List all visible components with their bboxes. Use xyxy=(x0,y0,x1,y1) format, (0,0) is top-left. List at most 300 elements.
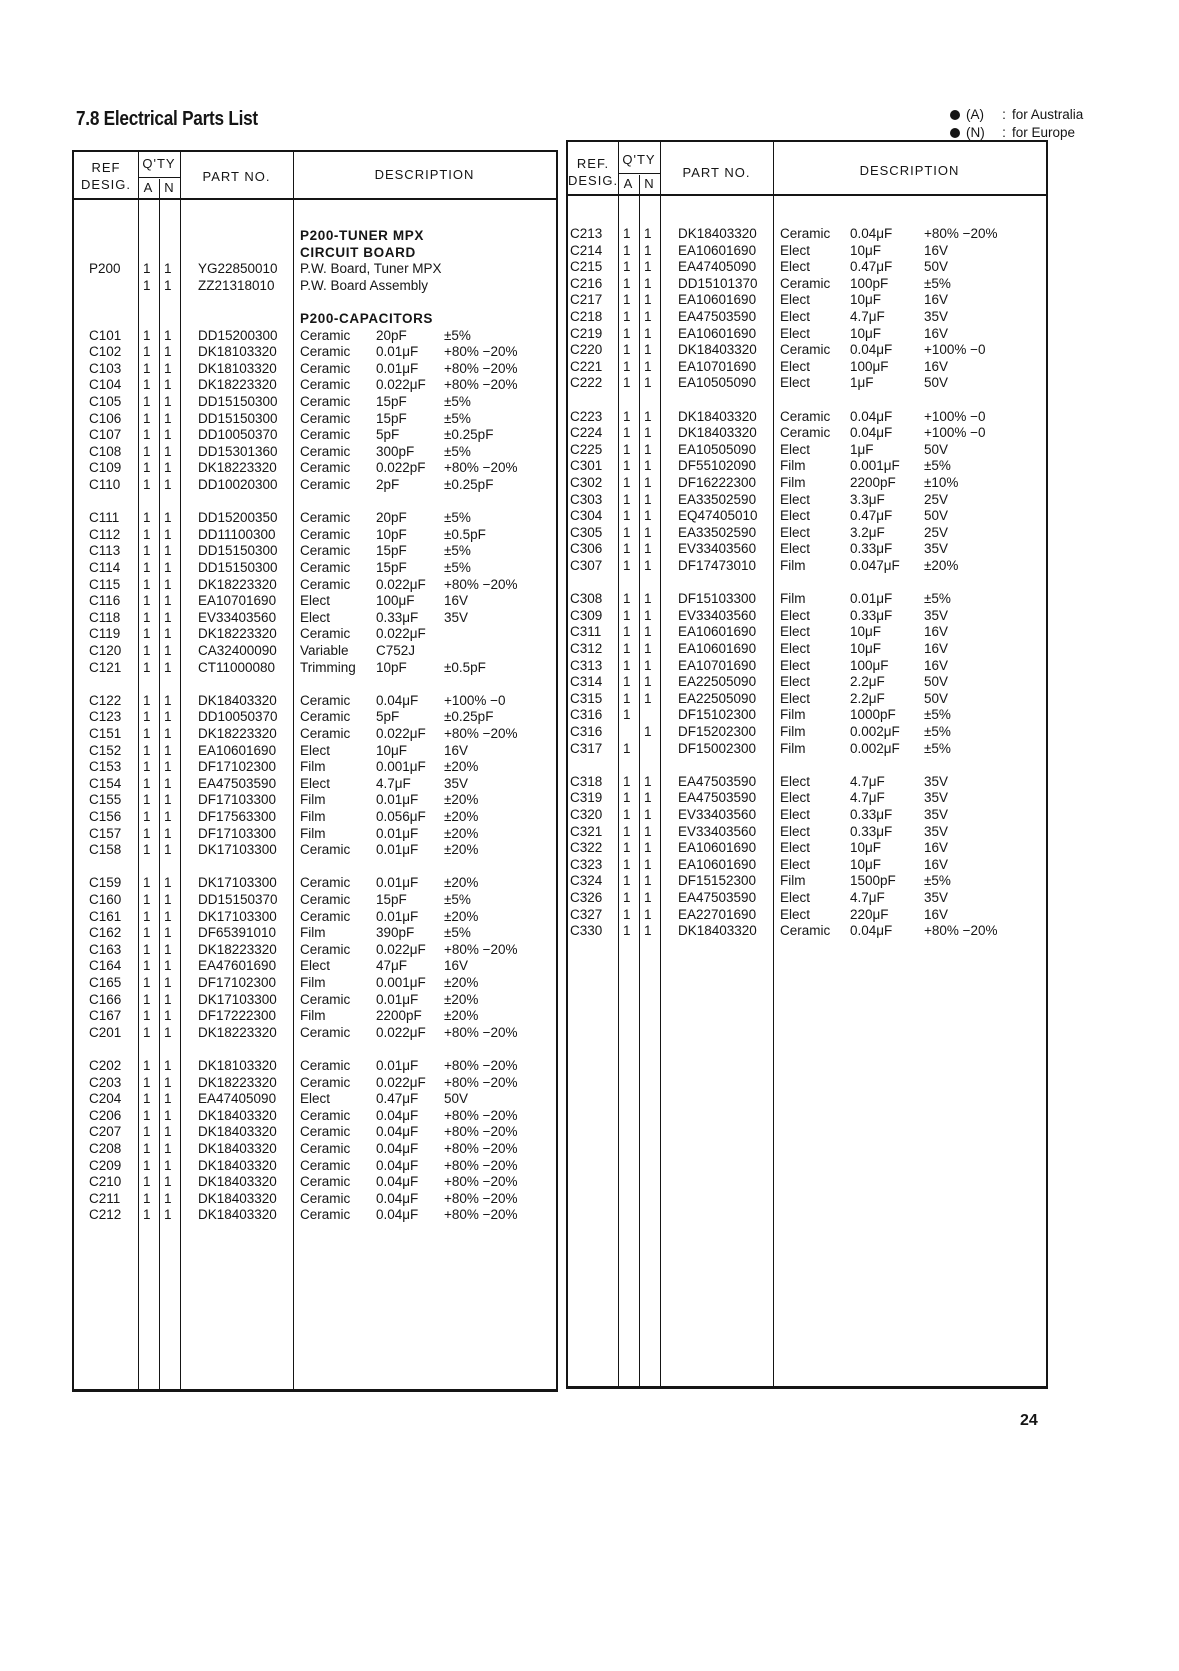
table-row xyxy=(74,692,556,709)
value-cell: 20pF xyxy=(376,327,407,343)
page-title: 7.8 Electrical Parts List xyxy=(76,108,258,130)
value-cell: 10μF xyxy=(850,242,882,258)
rating-cell: ±20% xyxy=(444,759,479,775)
rating-cell: ±0.25pF xyxy=(444,709,494,725)
qty-n-cell: 1 xyxy=(164,460,172,476)
type-cell: Ceramic xyxy=(300,1157,351,1173)
qty-a-cell: 1 xyxy=(623,408,631,424)
qty-n-cell: 1 xyxy=(164,809,172,824)
rating-cell: 16V xyxy=(924,325,949,341)
qty-a-cell: 1 xyxy=(143,759,151,775)
qty-a-header: A xyxy=(623,176,634,191)
qty-a-cell: 1 xyxy=(143,941,151,957)
value-cell: 47μF xyxy=(376,958,408,974)
ref-desig-cell: C163 xyxy=(89,941,122,957)
qty-a-cell: 1 xyxy=(623,790,631,806)
type-cell: Ceramic xyxy=(300,709,351,725)
qty-n-cell: 1 xyxy=(644,807,652,822)
qty-n-cell: 1 xyxy=(164,327,172,343)
ref-desig-cell: C158 xyxy=(89,842,122,858)
ref-desig-header: REF. DESIG. xyxy=(568,156,619,188)
value-cell: 2200pF xyxy=(376,1008,422,1024)
rating-cell: ±0.5pF xyxy=(444,526,486,542)
qty-n-cell: 1 xyxy=(644,890,652,905)
table-row xyxy=(568,424,1046,441)
value-cell: 0.04μF xyxy=(850,923,893,939)
rating-cell: +80% −20% xyxy=(444,1174,518,1190)
table-row xyxy=(74,343,556,360)
qty-a-cell: 1 xyxy=(623,275,631,291)
table-row xyxy=(74,426,556,443)
parts-table-right xyxy=(566,140,1048,1389)
part-no-cell: EA47405090 xyxy=(678,259,757,275)
ref-desig-cell: C208 xyxy=(89,1141,122,1156)
table-row xyxy=(568,491,1046,508)
type-cell: Ceramic xyxy=(300,344,351,360)
rating-cell: ±5% xyxy=(924,873,951,889)
value-cell: 15pF xyxy=(376,410,407,426)
ref-desig-cell: C302 xyxy=(570,475,603,490)
legend-item: (N) : for Europe xyxy=(950,124,1083,142)
table-row xyxy=(74,1190,556,1207)
qty-a-cell: 1 xyxy=(623,740,631,756)
type-cell: Film xyxy=(780,591,806,607)
type-cell: Ceramic xyxy=(300,560,351,575)
qty-a-cell: 1 xyxy=(623,856,631,872)
part-no-cell: DF17473010 xyxy=(678,558,757,573)
type-cell: Film xyxy=(780,740,806,756)
value-cell: 0.33μF xyxy=(850,607,893,623)
table-row xyxy=(568,657,1046,674)
part-no-cell: EA47503590 xyxy=(678,309,757,324)
qty-n-cell: 1 xyxy=(164,1124,172,1140)
part-no-cell: EA10505090 xyxy=(678,441,757,457)
ref-desig-cell: C225 xyxy=(570,441,603,457)
rating-cell: +80% −20% xyxy=(444,1190,518,1206)
rating-cell: ±20% xyxy=(444,1008,479,1024)
ref-desig-cell: C224 xyxy=(570,425,603,441)
ref-desig-cell: C206 xyxy=(89,1107,122,1123)
value-cell: C752J xyxy=(376,643,416,658)
table-row xyxy=(74,874,556,891)
qty-a-cell: 1 xyxy=(143,925,151,941)
rating-cell: ±5% xyxy=(444,510,471,526)
qty-n-cell: 1 xyxy=(644,275,652,291)
ref-desig-cell: C122 xyxy=(89,692,122,708)
rating-cell: +100% −0 xyxy=(924,425,986,441)
rating-cell: 35V xyxy=(924,309,949,324)
value-cell: 0.002μF xyxy=(850,740,900,756)
rating-cell: +80% −20% xyxy=(444,460,518,476)
ref-desig-cell: C312 xyxy=(570,641,603,656)
table-row xyxy=(74,1074,556,1091)
value-cell: 1500pF xyxy=(850,873,896,889)
rating-cell: 16V xyxy=(924,358,949,374)
qty-n-cell: 1 xyxy=(164,643,172,658)
qty-n-cell: 1 xyxy=(644,624,652,640)
value-cell: 0.022pF xyxy=(376,460,426,476)
ref-desig-cell: C115 xyxy=(89,576,121,592)
rating-cell: ±5% xyxy=(924,458,951,474)
table-row xyxy=(568,839,1046,856)
part-no-cell: DF17103300 xyxy=(198,825,277,841)
ref-desig-cell: C153 xyxy=(89,759,122,775)
rating-cell: 35V xyxy=(924,807,949,822)
type-cell: Ceramic xyxy=(300,377,351,393)
type-cell: Ceramic xyxy=(300,1124,351,1140)
type-cell: Film xyxy=(780,458,806,474)
qty-a-cell: 1 xyxy=(143,1174,151,1190)
table-row xyxy=(568,325,1046,342)
rating-cell: ±5% xyxy=(924,275,951,291)
qty-a-cell: 1 xyxy=(623,807,631,822)
rating-cell: 16V xyxy=(444,593,469,609)
value-cell: 3.2μF xyxy=(850,524,885,540)
type-cell: Film xyxy=(780,475,806,490)
ref-desig-cell: C111 xyxy=(89,510,120,526)
table-row xyxy=(568,225,1046,242)
rating-cell: +80% −20% xyxy=(444,1157,518,1173)
ref-desig-cell: C103 xyxy=(89,360,122,376)
type-cell: Film xyxy=(300,825,326,841)
ref-desig-cell: C101 xyxy=(89,327,122,343)
rating-cell: 16V xyxy=(924,856,949,872)
rating-cell: +100% −0 xyxy=(924,342,986,358)
part-no-cell: DK18403320 xyxy=(678,425,757,441)
qty-n-cell: 1 xyxy=(644,358,652,374)
type-cell: Ceramic xyxy=(300,1207,351,1223)
type-cell: Ceramic xyxy=(300,576,351,592)
qty-a-cell: 1 xyxy=(143,892,151,907)
ref-desig-cell: C119 xyxy=(89,626,121,642)
ref-desig-cell: C114 xyxy=(89,560,121,575)
ref-desig-cell: C212 xyxy=(89,1207,122,1223)
type-cell: Elect xyxy=(780,292,811,308)
rating-cell: 16V xyxy=(924,840,949,856)
value-cell: 0.04μF xyxy=(376,1107,419,1123)
ref-desig-cell: C211 xyxy=(89,1190,121,1206)
type-cell: Trimming xyxy=(300,659,356,675)
qty-a-cell: 1 xyxy=(623,425,631,441)
value-cell: 10μF xyxy=(850,325,882,341)
value-cell: 10μF xyxy=(376,742,408,758)
type-cell: Ceramic xyxy=(300,510,351,526)
value-cell: 0.01μF xyxy=(376,908,419,924)
part-no-cell: EA10701690 xyxy=(678,657,757,673)
value-cell: 0.04μF xyxy=(850,425,893,441)
ref-desig-cell: C113 xyxy=(89,543,121,559)
qty-n-cell: 1 xyxy=(644,840,652,856)
value-cell: 0.047μF xyxy=(850,558,900,573)
table-row xyxy=(568,275,1046,292)
type-cell: Ceramic xyxy=(780,408,831,424)
part-no-cell: DD15301360 xyxy=(198,443,278,459)
rating-cell: +80% −20% xyxy=(444,726,518,741)
table-row xyxy=(74,576,556,593)
part-no-cell: DD15200350 xyxy=(198,510,278,526)
value-cell: 4.7μF xyxy=(850,309,885,324)
table-row xyxy=(74,509,556,526)
qty-a-cell: 1 xyxy=(143,277,151,293)
value-cell: 0.01μF xyxy=(376,344,419,360)
part-no-cell: DK18403320 xyxy=(198,1157,277,1173)
type-cell: Film xyxy=(780,724,806,739)
type-cell: Ceramic xyxy=(300,908,351,924)
ref-desig-cell: C155 xyxy=(89,792,122,808)
ref-desig-cell: C105 xyxy=(89,394,122,409)
table-row xyxy=(74,708,556,725)
value-cell: 0.33μF xyxy=(376,609,419,625)
qty-a-cell: 1 xyxy=(143,427,151,443)
qty-a-cell: 1 xyxy=(143,742,151,758)
table-row xyxy=(568,906,1046,923)
part-no-cell: DK18103320 xyxy=(198,1058,277,1073)
part-no-cell: DD15101370 xyxy=(678,275,758,291)
rating-cell: 35V xyxy=(924,790,949,806)
qty-n-cell: 1 xyxy=(164,477,172,492)
table-row xyxy=(568,673,1046,690)
legend-code: (A) xyxy=(966,107,984,122)
type-cell: Film xyxy=(300,925,326,941)
ref-desig-cell: P200 xyxy=(89,261,121,277)
part-no-cell: EA10601690 xyxy=(678,292,757,308)
type-cell: Elect xyxy=(780,690,811,706)
value-cell: 0.022μF xyxy=(376,626,426,642)
type-cell: Elect xyxy=(300,742,331,758)
type-cell: Elect xyxy=(780,890,811,905)
type-cell: Film xyxy=(300,809,326,824)
type-cell: Ceramic xyxy=(300,991,351,1007)
table-row xyxy=(568,507,1046,524)
part-no-cell: DK17103300 xyxy=(198,908,277,924)
qty-n-cell: 1 xyxy=(164,875,172,891)
value-cell: 0.056μF xyxy=(376,809,426,824)
qty-n-cell: 1 xyxy=(164,709,172,725)
type-cell: Variable xyxy=(300,643,349,658)
part-no-cell: DF17563300 xyxy=(198,809,277,824)
qty-n-cell: 1 xyxy=(164,593,172,609)
qty-n-cell: 1 xyxy=(164,1141,172,1156)
ref-desig-cell: C316 xyxy=(570,707,603,723)
part-no-cell: EV33403560 xyxy=(678,823,757,839)
rating-cell: +100% −0 xyxy=(444,692,506,708)
table-row xyxy=(74,526,556,543)
value-cell: 0.022μF xyxy=(376,576,426,592)
qty-a-cell: 1 xyxy=(143,1190,151,1206)
part-no-cell: EV33403560 xyxy=(198,609,277,625)
ref-desig-cell: C308 xyxy=(570,591,603,607)
part-no-cell: DK18223320 xyxy=(198,576,277,592)
table-row xyxy=(568,922,1046,939)
part-no-cell: EA47503590 xyxy=(678,773,757,789)
type-cell: Elect xyxy=(780,375,811,391)
part-no-cell: EA47405090 xyxy=(198,1091,277,1107)
table-row xyxy=(568,823,1046,840)
value-cell: 100μF xyxy=(376,593,415,609)
type-cell: Ceramic xyxy=(300,526,351,542)
qty-a-cell: 1 xyxy=(623,890,631,905)
rating-cell: 35V xyxy=(924,607,949,623)
rating-cell: 50V xyxy=(924,690,949,706)
table-row xyxy=(568,341,1046,358)
qty-a-cell: 1 xyxy=(143,460,151,476)
value-cell: 2pF xyxy=(376,477,400,492)
rating-cell: 50V xyxy=(444,1091,469,1107)
qty-a-cell: 1 xyxy=(143,443,151,459)
part-no-cell: DK18403320 xyxy=(198,1207,277,1223)
qty-n-cell: 1 xyxy=(164,510,172,526)
part-no-cell: DK18403320 xyxy=(678,226,757,241)
qty-a-cell: 1 xyxy=(143,1008,151,1024)
rating-cell: ±20% xyxy=(444,975,479,990)
qty-a-cell: 1 xyxy=(143,327,151,343)
qty-n-cell: 1 xyxy=(164,726,172,741)
ref-desig-cell: C320 xyxy=(570,807,603,822)
part-no-cell: DK18223320 xyxy=(198,1074,277,1090)
part-no-cell: DD15150370 xyxy=(198,892,278,907)
table-row xyxy=(74,974,556,991)
type-cell: Ceramic xyxy=(780,275,831,291)
ref-desig-cell: C151 xyxy=(89,726,122,741)
ref-desig-cell: C326 xyxy=(570,890,603,905)
ref-desig-cell: C161 xyxy=(89,908,122,924)
ref-desig-cell: C123 xyxy=(89,709,122,725)
type-cell: Elect xyxy=(780,840,811,856)
qty-n-cell: 1 xyxy=(644,242,652,258)
table-row xyxy=(74,376,556,393)
qty-n-cell: 1 xyxy=(644,906,652,922)
type-cell: Film xyxy=(780,707,806,723)
part-no-cell: DF15002300 xyxy=(678,740,757,756)
table-row xyxy=(568,623,1046,640)
legend-item: (A) : for Australia xyxy=(950,106,1083,124)
qty-n-cell: 1 xyxy=(164,344,172,360)
ref-desig-cell: C167 xyxy=(89,1008,122,1024)
table-row xyxy=(74,277,556,294)
value-cell: 0.022μF xyxy=(376,1074,426,1090)
qty-n-cell: 1 xyxy=(164,1008,172,1024)
part-no-cell: DF17102300 xyxy=(198,975,277,990)
part-no-cell: DK18223320 xyxy=(198,726,277,741)
value-cell: 0.04μF xyxy=(376,1174,419,1190)
value-cell: 0.04μF xyxy=(376,1124,419,1140)
table-row xyxy=(74,908,556,925)
part-no-cell: EA47503590 xyxy=(678,890,757,905)
rating-cell: +80% −20% xyxy=(444,377,518,393)
ref-desig-cell: C313 xyxy=(570,657,603,673)
part-no-cell: DK18403320 xyxy=(678,408,757,424)
part-no-cell: DD10020300 xyxy=(198,477,278,492)
ref-desig-cell: C108 xyxy=(89,443,122,459)
qty-a-cell: 1 xyxy=(623,475,631,490)
table-row xyxy=(74,991,556,1008)
table-row xyxy=(74,659,556,676)
ref-desig-cell: C301 xyxy=(570,458,603,474)
qty-n-cell: 1 xyxy=(164,427,172,443)
rating-cell: +80% −20% xyxy=(444,344,518,360)
table-row xyxy=(74,1173,556,1190)
qty-a-cell: 1 xyxy=(143,809,151,824)
rating-cell: 25V xyxy=(924,491,949,507)
part-no-cell: DK18223320 xyxy=(198,941,277,957)
ref-desig-cell: C164 xyxy=(89,958,122,974)
type-cell: Elect xyxy=(780,906,811,922)
qty-n-cell: 1 xyxy=(164,1207,172,1223)
ref-desig-cell: C219 xyxy=(570,325,603,341)
qty-a-cell: 1 xyxy=(623,823,631,839)
table-row xyxy=(568,789,1046,806)
qty-a-cell: 1 xyxy=(143,659,151,675)
table-row xyxy=(74,1157,556,1174)
table-row xyxy=(74,559,556,576)
ref-desig-cell: C327 xyxy=(570,906,603,922)
rating-cell: 16V xyxy=(924,292,949,308)
type-cell: Elect xyxy=(780,441,811,457)
part-no-cell: EA10601690 xyxy=(198,742,277,758)
value-cell: 0.47μF xyxy=(850,508,893,524)
part-no-cell: DF15152300 xyxy=(678,873,757,889)
qty-n-cell: 1 xyxy=(644,226,652,241)
table-row xyxy=(74,1024,556,1041)
type-cell: Ceramic xyxy=(300,443,351,459)
qty-header: Q'TY xyxy=(142,156,176,171)
value-cell: 10μF xyxy=(850,856,882,872)
qty-a-cell: 1 xyxy=(623,707,631,723)
value-cell: 0.001μF xyxy=(850,458,900,474)
qty-a-cell: 1 xyxy=(623,375,631,391)
ref-desig-cell: C307 xyxy=(570,558,603,573)
rating-cell: ±20% xyxy=(444,809,479,824)
ref-desig-cell: C162 xyxy=(89,925,122,941)
qty-a-cell: 1 xyxy=(623,624,631,640)
type-cell: Elect xyxy=(780,242,811,258)
rating-cell: ±5% xyxy=(444,327,471,343)
qty-a-cell: 1 xyxy=(143,1207,151,1223)
qty-n-cell: 1 xyxy=(644,309,652,324)
bullet-icon xyxy=(950,128,960,138)
qty-n-cell: 1 xyxy=(164,958,172,974)
type-cell: Film xyxy=(300,975,326,990)
part-no-cell: DD10050370 xyxy=(198,709,278,725)
qty-n-cell: 1 xyxy=(644,475,652,490)
qty-n-cell: 1 xyxy=(164,377,172,393)
table-row xyxy=(74,791,556,808)
ref-desig-cell: C304 xyxy=(570,508,603,524)
qty-n-cell: 1 xyxy=(644,458,652,474)
part-no-header: PART NO. xyxy=(202,169,271,184)
qty-a-cell: 1 xyxy=(623,690,631,706)
rating-cell: 35V xyxy=(924,773,949,789)
table-row xyxy=(74,1107,556,1124)
section-heading: P200-TUNER MPX xyxy=(300,228,424,243)
table-row xyxy=(74,459,556,476)
type-cell: Ceramic xyxy=(300,394,351,409)
type-cell: Elect xyxy=(780,607,811,623)
type-cell: Ceramic xyxy=(300,1190,351,1206)
qty-a-cell: 1 xyxy=(623,441,631,457)
ref-desig-cell: C116 xyxy=(89,593,121,609)
qty-n-cell: 1 xyxy=(164,1074,172,1090)
rating-cell: ±0.5pF xyxy=(444,659,486,675)
qty-n-cell: 1 xyxy=(164,1107,172,1123)
table-row xyxy=(74,957,556,974)
table-row xyxy=(568,242,1046,259)
value-cell: 15pF xyxy=(376,394,407,409)
part-no-cell: DK18403320 xyxy=(198,1190,277,1206)
part-no-header: PART NO. xyxy=(682,165,751,180)
type-cell: Elect xyxy=(780,823,811,839)
table-row xyxy=(74,1007,556,1024)
